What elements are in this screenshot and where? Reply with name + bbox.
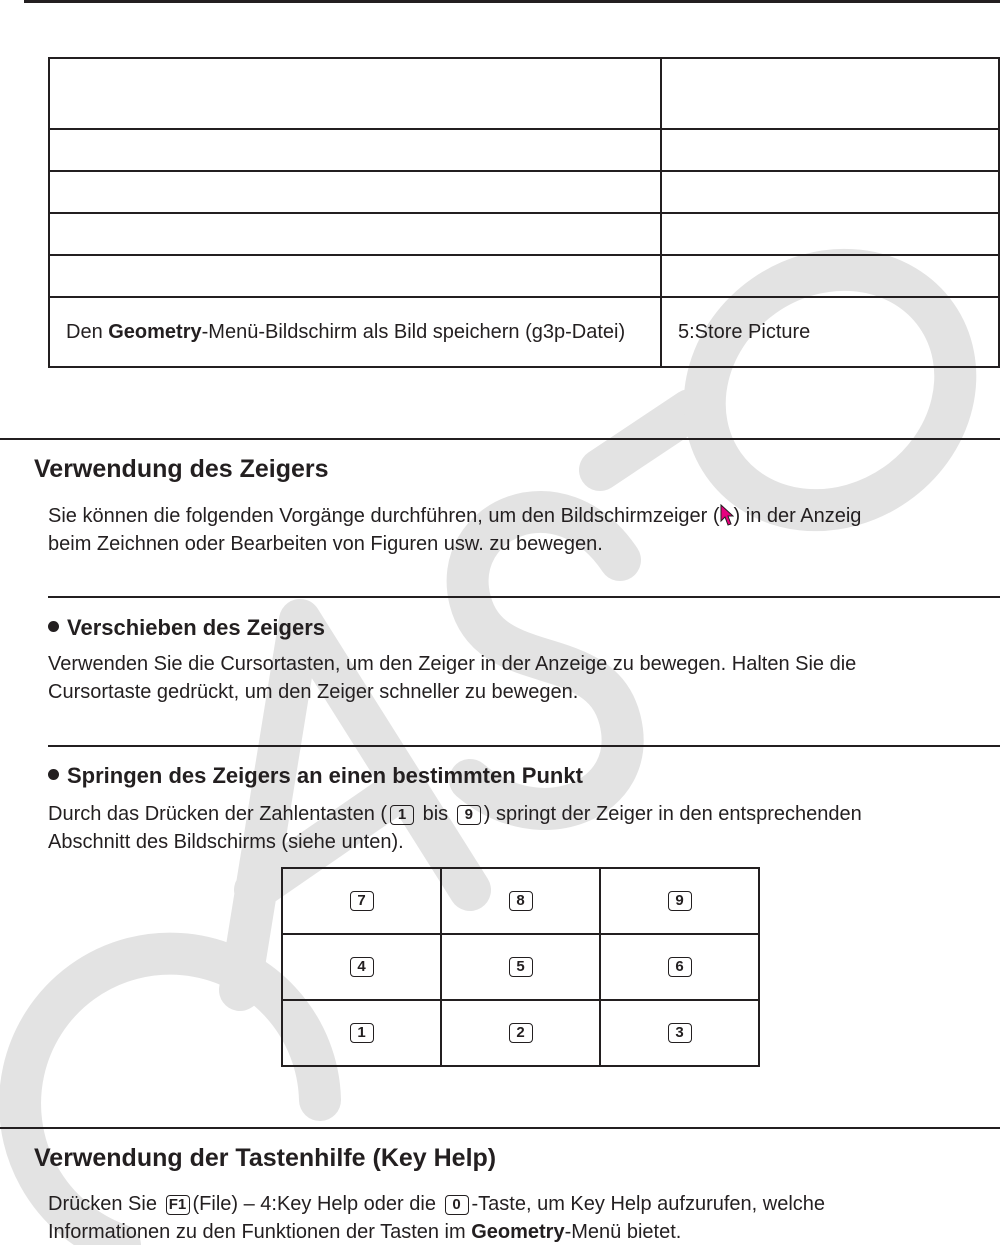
grid-cell: [282, 1000, 441, 1066]
table-cell-cmd: [661, 255, 999, 297]
grid-cell: [441, 1000, 600, 1066]
pointer-intro-line2: beim Zeichnen oder Bearbeiten von Figuren usw. zu bewegen.: [48, 533, 603, 555]
subsection-rule: [48, 745, 1000, 747]
table-row: [49, 213, 999, 255]
top-rule: [24, 0, 1000, 3]
key-6-icon: 6: [668, 957, 692, 977]
table-row: [49, 297, 999, 367]
grid-cell: [600, 934, 759, 1000]
table-cell-cmd: [661, 129, 999, 171]
table-cell-cmd: 5:Store Picture: [661, 297, 999, 367]
jump-text: ) springt der Zeiger in den entsprechenden: [483, 803, 862, 825]
desc-text: Den: [66, 321, 109, 343]
key-2-icon: 2: [509, 1023, 533, 1043]
table-cell-cmd: [661, 58, 999, 129]
grid-cell: [441, 868, 600, 934]
screen-section-grid: [281, 867, 760, 1067]
table-row: [49, 255, 999, 297]
pointer-icon: [720, 504, 734, 526]
subsection-rule: [48, 596, 1000, 598]
section-title-pointer: Verwendung des Zeigers: [34, 455, 329, 483]
subsection-title-jump: [48, 762, 583, 790]
key-3-icon: 3: [668, 1023, 692, 1043]
table-cell-desc: [49, 129, 661, 171]
section-title-keyhelp: Verwendung der Tastenhilfe (Key Help): [34, 1144, 497, 1172]
bullet-icon: [48, 769, 59, 780]
table-cell-desc: [49, 58, 661, 129]
pointer-intro: [48, 502, 988, 530]
grid-row: [282, 934, 759, 1000]
keyhelp-bold: Geometry: [471, 1221, 565, 1243]
desc-text: -Menü-Bildschirm als Bild speichern (g3p-Datei): [201, 321, 626, 343]
table-cell-cmd: [661, 213, 999, 255]
table-cell-cmd: [661, 171, 999, 213]
operations-table: [48, 57, 1000, 368]
intro-text: ) in der Anzeig: [733, 505, 862, 527]
table-row: [49, 58, 999, 129]
key-8-icon: 8: [509, 891, 533, 911]
jump-text: Durch das Drücken der Zahlentasten (: [48, 803, 388, 825]
keyhelp-text: -Menü bietet.: [564, 1221, 682, 1243]
section-rule: [0, 1127, 1000, 1129]
keyhelp-line2: [48, 1218, 988, 1246]
grid-cell: [441, 934, 600, 1000]
key-9-icon: 9: [668, 891, 692, 911]
key-1-icon: 1: [390, 805, 414, 825]
intro-text: Sie können die folgenden Vorgänge durchführen, um den Bildschirmzeiger (: [48, 505, 720, 527]
key-0-icon: 0: [445, 1195, 469, 1215]
grid-cell: [600, 868, 759, 934]
subsection-title-move: [48, 614, 325, 642]
key-4-icon: 4: [350, 957, 374, 977]
key-9-icon: 9: [457, 805, 481, 825]
table-row: [49, 129, 999, 171]
table-cell-desc: [49, 213, 661, 255]
keyhelp-line1: [48, 1190, 988, 1218]
table-cell-desc: [49, 297, 661, 367]
grid-row: [282, 868, 759, 934]
grid-cell: [600, 1000, 759, 1066]
jump-text: bis: [417, 803, 454, 825]
keyhelp-text: Drücken Sie: [48, 1193, 163, 1215]
grid-row: [282, 1000, 759, 1066]
key-1-icon: 1: [350, 1023, 374, 1043]
table-cell-desc: [49, 255, 661, 297]
jump-line2: Abschnitt des Bildschirms (siehe unten).: [48, 831, 404, 853]
bullet-icon: [48, 621, 59, 632]
keyhelp-text: Informationen zu den Funktionen der Tasten im: [48, 1221, 472, 1243]
key-5-icon: 5: [509, 957, 533, 977]
move-line1: Verwenden Sie die Cursortasten, um den Zeiger in der Anzeige zu bewegen. Halten Sie die: [48, 653, 857, 675]
section-rule: [0, 438, 1000, 440]
key-7-icon: 7: [350, 891, 374, 911]
subsection-title-text: Verschieben des Zeigers: [67, 615, 326, 640]
grid-cell: [282, 934, 441, 1000]
keyhelp-text: -Taste, um Key Help aufzurufen, welche: [471, 1193, 826, 1215]
jump-line1: [48, 800, 988, 828]
subsection-title-text: Springen des Zeigers an einen bestimmten Punkt: [67, 763, 583, 788]
table-row: [49, 171, 999, 213]
keyhelp-text: (File) – 4:Key Help oder die: [192, 1193, 442, 1215]
key-f1-icon: F1: [166, 1195, 190, 1215]
move-line2: Cursortaste gedrückt, um den Zeiger schneller zu bewegen.: [48, 681, 579, 703]
table-cell-desc: [49, 171, 661, 213]
desc-bold: Geometry: [108, 321, 202, 343]
grid-cell: [282, 868, 441, 934]
